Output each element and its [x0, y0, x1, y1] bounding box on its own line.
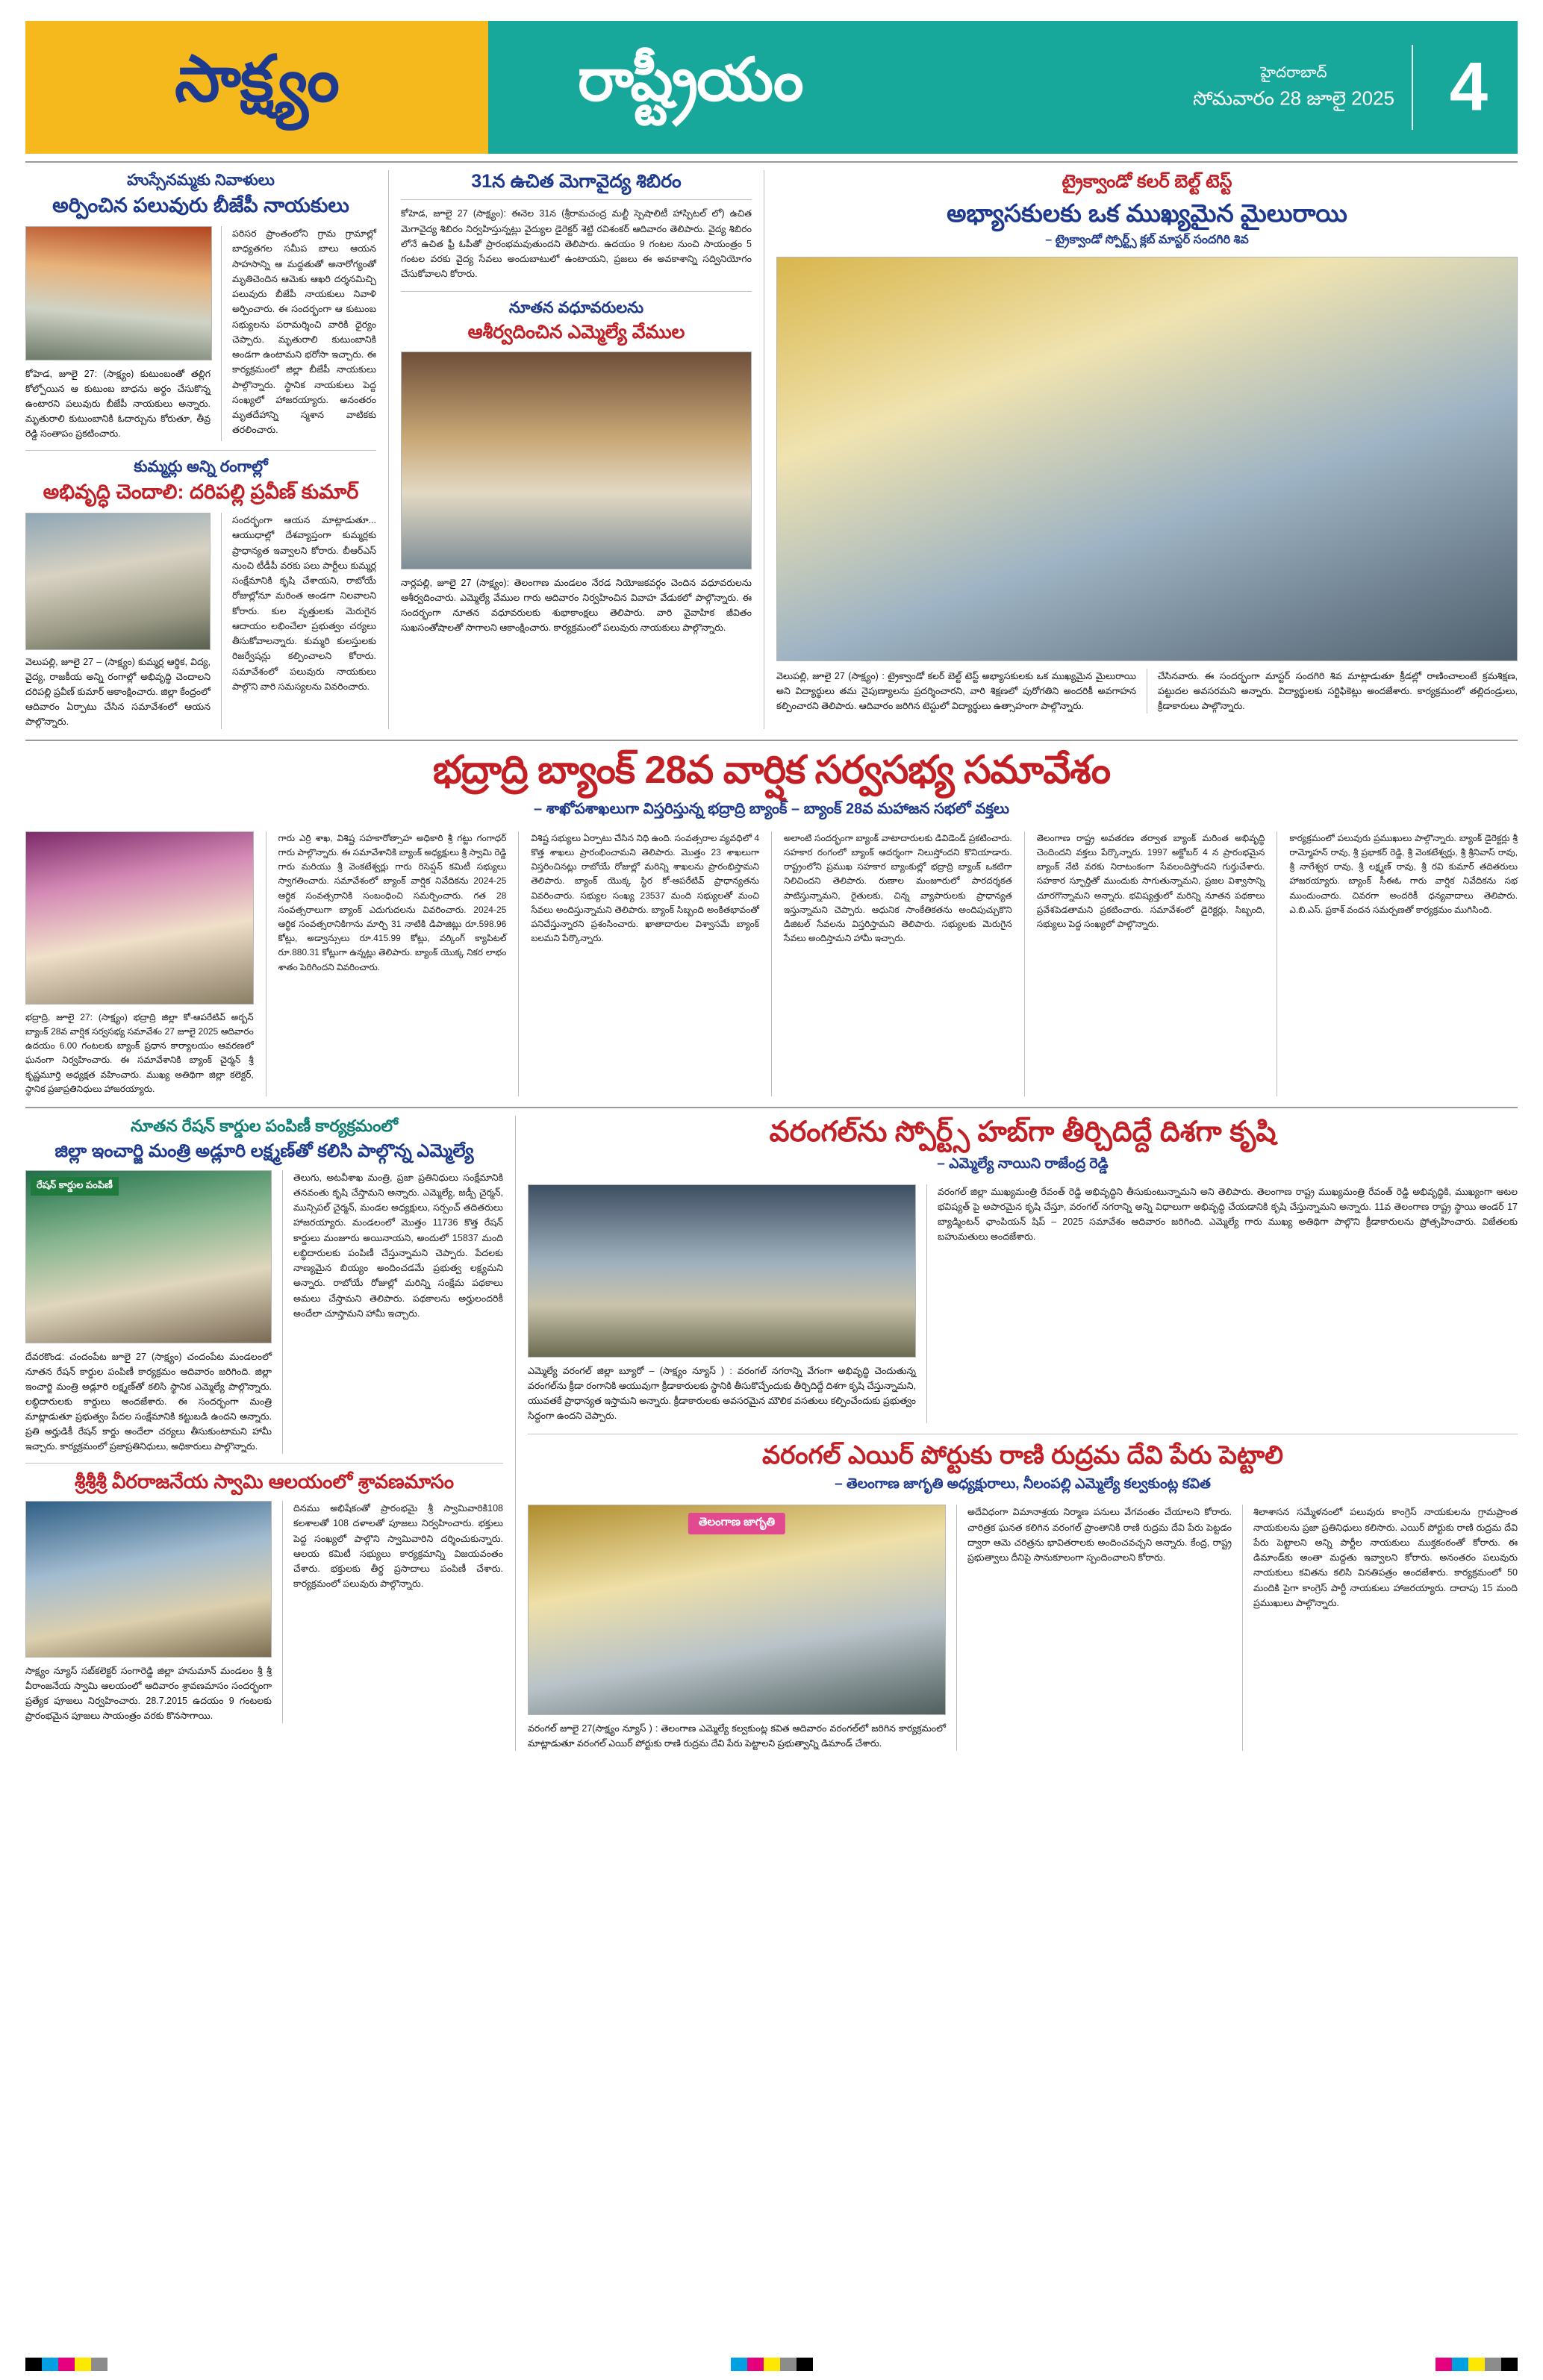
bank-subhead: – శాఖోపశాఖలుగా విస్తరిస్తున్న భద్రాద్రి బ్యాంక్ – బ్యాంక్ 28వ మహాజన సభలో వక్తలు — [533, 800, 1010, 817]
column-rule — [771, 831, 772, 1096]
rule-story3-story4 — [401, 291, 752, 292]
column-rule — [282, 1170, 283, 1454]
ration-photo-banner: రేషన్ కార్డుల పంపిణీ — [31, 1177, 119, 1196]
ration-photo — [25, 1170, 272, 1343]
colorbar-group-right — [1436, 2358, 1518, 2371]
edition-city: హైదరాబాద్ — [1260, 64, 1327, 81]
rule-lower-left — [25, 1463, 503, 1464]
color-swatch — [1452, 2358, 1468, 2371]
bank-section — [25, 749, 1518, 1096]
section-rule — [515, 1116, 516, 1751]
sports-headline: వరంగల్‌ను స్పోర్ట్స్ హబ్‌గా తీర్చిదిద్దే దిశగా కృషి — [769, 1116, 1277, 1149]
bank-col-4-text: తెలంగాణ రాష్ట్ర అవతరణ తర్వాత బ్యాంక్ మరింత అభివృద్ధి చెందిందని వక్తలు పేర్కొన్నారు. 1997 అక్టోబర్ 4 న ప్రారంభమైన బ్యాంక్ నేటి వరకు నిరాటంకంగా సేవలందిస్తోందని గుర్తుచేశారు. సహకార స్ఫూర్తితో ముందుకు సాగుతున్నామని, ప్రజల విశ్వాసాన్ని చూరగొన్నామని అన్నారు. భవిష్యత్తులో మరిన్ని నూతన పథకాలు ప్రవేశపెడతామని ప్రకటించారు. సమావేశంలో డైరెక్టర్లు, సిబ్బంది, సభ్యులు పెద్ద సంఖ్యలో పాల్గొన్నారు. — [1036, 832, 1265, 930]
column-rule — [221, 226, 222, 441]
column-rule — [221, 513, 222, 729]
story5-headline: అభ్యాసకులకు ఒక ముఖ్యమైన మైలురాయి — [947, 199, 1347, 228]
bank-col-4 — [1037, 831, 1265, 1096]
story4-kicker: నూతన వధూవరులను — [508, 299, 644, 316]
edition-date: సోమవారం 28 జూలై 2025 — [1192, 87, 1394, 110]
colorbar-group-center — [731, 2358, 813, 2371]
bank-col-5 — [1289, 831, 1518, 1096]
color-swatch — [42, 2358, 58, 2371]
story4-photo — [401, 352, 752, 569]
color-swatch — [1468, 2358, 1485, 2371]
column-rule — [1024, 831, 1025, 1096]
top-column-right — [776, 170, 1518, 729]
top-column-middle — [401, 170, 752, 729]
color-swatch — [764, 2358, 780, 2371]
bank-headline: భద్రాద్రి బ్యాంక్ 28వ వార్షిక సర్వసభ్య సమావేశం — [432, 749, 1111, 793]
section-rule — [388, 170, 389, 729]
bank-col-3-text: అలాంటి సందర్భంగా బ్యాంక్ వాటాదారులకు డివిడెండ్ ప్రకటించారు. సహకార రంగంలో బ్యాంక్ ఆదర్శంగా నిలుస్తోందని కొనియాడారు. రాష్ట్రంలోని ప్రముఖ సహకార బ్యాంకుల్లో భద్రాద్రి బ్యాంక్ ఒకటిగా నిలిచిందని తెలిపారు. రుణాల మంజూరులో పారదర్శకత పాటిస్తున్నామని, రైతులకు, చిన్న వ్యాపారులకు ప్రాధాన్యత ఇస్తున్నామని చెప్పారు. ఆధునిక సాంకేతికతను అందిపుచ్చుకొని డిజిటల్ సేవలను విస్తరిస్తామని తెలిపారు. సభ్యులకు మెరుగైన సేవలు అందిస్తామని హామీ ఇచ్చారు. — [784, 832, 1012, 944]
color-swatch — [747, 2358, 764, 2371]
color-swatch — [731, 2358, 747, 2371]
top-section — [25, 170, 1518, 729]
bank-col-3 — [784, 831, 1012, 1096]
sports-col2: వరంగల్ జిల్లా ముఖ్యమంత్రి రేవంత్ రెడ్డి అభివృద్ధిని తీసుకుంటున్నామని అని తెలిపారు. తెలంగాణ రాష్ట్ర ముఖ్యమంత్రి రేవంత్ రెడ్డి అభివృద్ధికి, ముఖ్యంగా ఆటల భవిష్యత్ పై అపారమైన కృషి చేస్తూ, వరంగల్ నగరాన్ని అన్ని విధాలుగా అభివృద్ధి చేయడానికి కృషి చేస్తున్నామని అన్నారు. 11వ తెలంగాణ రాష్ట్ర స్థాయి అండర్ 17 బ్యాడ్మింటన్ ఛాంపియన్ షిప్ – 2025 సమావేశం ఆదివారం జరిగింది. ఎమ్మెల్యే గారు ముఖ్య అతిథిగా పాల్గొని క్రీడాకారులను ప్రోత్సహించారు. విజేతలకు బహుమతులు అందజేశారు. — [938, 1186, 1518, 1243]
story1-headline: అర్పించిన పలువురు బీజేపీ నాయకులు — [52, 194, 349, 217]
rule-above-bank-section — [25, 740, 1518, 741]
story1-caption: కోహెడ, జూలై 27: (సాక్ష్యం) కుటుంబంతో తల్లిగ కోల్పోయిన ఆ కుటుంబ బాధను అర్థం చేసుకొన్న ఉంటారని పలువురు బీజేపీ నాయకులు అన్నారు. మృతురాలి కుటుంబానికి ఓదార్పును కోరుతూ, తీవ్ర రెడ్డి సంతాపం ప్రకటించారు. — [25, 369, 211, 440]
temple-caption: సాక్ష్యం న్యూస్ సబ్‌కలెక్టర్ సంగారెడ్డి జిల్లా హనుమాన్ మండలం శ్రీ శ్రీ వీరాంజనేయ స్వామి ఆలయంలో ఆదివారం శ్రావణమాసం సందర్భంగా ప్రత్యేక పూజలు నిర్వహించారు. 28.7.2015 ఉదయం 9 గంటలకు ప్రారంభమైన పూజలు సాయంత్రం వరకు కొనసాగాయి. — [25, 1666, 272, 1722]
story5-caption-left: వెలుపల్లి, జూలై 27 (సాక్ష్యం) : ట్రైక్వాండో కలర్ బెల్ట్ టెస్ట్ అభ్యాసకులకు ఒక ముఖ్యమైన మైలురాయి అని విద్యార్థులు తమ నైపుణ్యాలను ప్రదర్శించారని, వారి శిక్షణలో పురోగతిని అందరికీ అవగాహన కల్పించారని తెలిపారు. ఆదివారం జరిగిన టెస్టులో విద్యార్థులు ఉత్సాహంగా పాల్గొన్నారు. — [776, 671, 1136, 712]
color-swatch — [797, 2358, 813, 2371]
color-swatch — [1485, 2358, 1501, 2371]
lower-section — [25, 1116, 1518, 1751]
temple-headline: శ్రీశ్రీశ్రీ వీరరాజనేయ స్వామి ఆలయంలో శ్రావణమాసం — [74, 1469, 455, 1493]
rule-under-masthead — [25, 161, 1518, 163]
story5-kicker: ట్రైక్వాండో కలర్ బెల్ట్ టెస్ట్ — [1062, 172, 1232, 192]
bank-col-1-text: గారు ఎర్రి శాఖ, విశిష్ట సహకారోత్సాహ అధికారి శ్రీ గట్టు గంగాధర్ గారు పాల్గొన్నారు. ఈ సమావేశానికి బ్యాంక్ అధ్యక్షులు శ్రీ స్వామి రెడ్డి గారు మరియు శ్రీ వెంకటేశ్వర్లు గారు రిసెప్షన్ కమిటీ సభ్యులు స్వాగతించారు. సమావేశంలో బ్యాంక్ వార్షిక నివేదికను 2024-25 ఆర్థిక సంవత్సరానికి సంబంధించి సమర్పించారు. గత 28 సంవత్సరాలుగా బ్యాంక్ ఎదుగుదలను వివరించారు. 2024-25 ఆర్థిక సంవత్సరానికిగాను మార్చి 31 నాటికి డిపాజిట్లు రూ.598.96 కోట్లు, అడ్వాన్సులు రూ.415.99 కోట్లు, వర్కింగ్ క్యాపిటల్ రూ.880.31 కోట్లుగా ఉన్నట్లు తెలిపారు. బ్యాంక్ యొక్క నికర లాభం శాతం పెరిగిందని వివరించారు. — [278, 832, 507, 972]
color-swatch — [25, 2358, 42, 2371]
color-swatch — [58, 2358, 75, 2371]
column-rule — [518, 831, 519, 1096]
story2-body: సందర్భంగా ఆయన మాట్లాడుతూ... ఆయుధాల్లో దేశవ్యాప్తంగా కుమ్మర్లకు ప్రాధాన్యత ఇవ్వాలని కోరారు. బీఆర్ఎస్ నుంచి టీడీపీ వరకు పలు పార్టీలు కుమ్మర్ల సంక్షేమానికి కృషి చేశాయని, రాబోయే రోజుల్లోనూ మరింత అండగా నిలవాలని కోరారు. కుల వృత్తులకు మెరుగైన ఆదాయం లభించేలా ప్రభుత్వం చర్యలు తీసుకోవాలన్నారు. కుమ్మరి కులస్తులకు రిజర్వేషన్లు కల్పించాలని కోరారు. సమావేశంలో పలువురు నాయకులు పాల్గొని వారి సమస్యలను వివరించారు. — [232, 515, 376, 692]
bank-caption: భద్రాద్రి, జూలై 27: (సాక్ష్యం) భద్రాద్రి జిల్లా కో-ఆపరేటివ్ అర్బన్ బ్యాంక్ 28వ వార్షిక సర్వసభ్య సమావేశం 27 జూలై 2025 ఆదివారం ఉదయం 6.00 గంటలకు బ్యాంక్ ప్రధాన కార్యాలయం ఆవరణలో ఘనంగా నిర్వహించారు. ఈ సమావేశానికి బ్యాంక్ చైర్మన్ శ్రీ కృష్ణమూర్తి అధ్యక్షత వహించారు. ముఖ్య అతిథిగా జిల్లా కలెక్టర్, స్థానిక ప్రజాప్రతినిధులు హాజరయ్యారు. — [25, 1011, 254, 1094]
story1-body: పరిసర ప్రాంతంలోని గ్రామ గ్రామాల్లో బాధ్యతగల సమీప బాలు ఆయన సాహసాన్ని ఆ మద్దతుతో అనారోగ్యంతో మృతిచెందిన ఆమెకు ఆఖరి దర్శనమిచ్చి పలువురు బీజేపీ నాయకులు నివాళి అర్పించారు. ఈ సందర్భంగా ఆ కుటుంబ సభ్యులను పరామర్శించి వారికి ధైర్యం చెప్పారు. మృతురాలి కుటుంబానికి అండగా ఉంటామని భరోసా ఇచ్చారు. ఈ కార్యక్రమంలో జిల్లా బీజేపీ నాయకులు పాల్గొన్నారు. స్థానిక నాయకులు పెద్ద సంఖ్యలో హాజరయ్యారు. అనంతరం మృతదేహాన్ని స్మశాన వాటికకు తరలించారు. — [232, 228, 376, 436]
column-rule — [956, 1505, 957, 1751]
colorbar-group-left — [25, 2358, 107, 2371]
story5-caption-right: చేసినవారు. ఈ సందర్భంగా మాస్టర్ సందగిరి శివ మాట్లాడుతూ క్రీడల్లో రాణించాలంటే క్రమశిక్షణ, పట్టుదల అవసరమని అన్నారు. విద్యార్థులకు సర్టిఫికెట్లు అందజేశారు. కార్యక్రమంలో తల్లిదండ్రులు, క్రీడాకారులు పాల్గొన్నారు. — [1158, 671, 1518, 712]
lower-right-column — [528, 1116, 1518, 1751]
color-swatch — [91, 2358, 107, 2371]
column-rule — [282, 1501, 283, 1723]
ration-kicker: నూతన రేషన్ కార్డుల పంపిణీ కార్యక్రమంలో — [130, 1116, 398, 1136]
column-rule — [1242, 1505, 1243, 1751]
story5-subhead: – ట్రైక్వాండో స్పోర్ట్స్ క్లబ్ మాస్టర్ సందగిరి శివ — [1045, 234, 1249, 247]
bank-photo — [25, 831, 254, 1005]
temple-photo — [25, 1501, 272, 1658]
airport-photo — [528, 1505, 946, 1715]
sports-photo — [528, 1184, 916, 1358]
airport-photo-banner: తెలంగాణ జాగృతి — [688, 1513, 785, 1534]
masthead-title-block — [488, 21, 1518, 154]
story3-headline: 31న ఉచిత మెగావైద్య శిబిరం — [471, 171, 682, 192]
sports-subhead: – ఎమ్మెల్యే నాయిని రాజేంద్ర రెడ్డి — [937, 1155, 1109, 1172]
lower-left-column — [25, 1116, 503, 1751]
ration-headline: జిల్లా ఇంచార్జి మంత్రి అడ్లూరి లక్ష్మణ్‌తో కలిసి పాల్గొన్న ఎమ్మెల్యే — [54, 1140, 474, 1161]
section-title: రాష్ట్రీయం — [578, 46, 802, 113]
bank-col-5-text: కార్యక్రమంలో పలువురు ప్రముఖులు పాల్గొన్నారు. బ్యాంక్ డైరెక్టర్లు శ్రీ రామ్మోహన్ రావు, శ్రీ ప్రభాకర్ రెడ్డి, శ్రీ వెంకటేశ్వర్లు, శ్రీ శ్రీనివాస్ రావు, శ్రీ నాగేశ్వర రావు, శ్రీ లక్ష్మణ్ రావు, శ్రీ రవి కుమార్ తదితరులు హాజరయ్యారు. బ్యాంక్ సీఈఓ గారు వార్షిక నివేదికను సభ ముందుంచారు. చివరగా అందరికీ ధన్యవాదాలు తెలిపారు. ఎ.బి.ఎస్. ప్రకాశ్ వందన సమర్పణతో కార్యక్రమం ముగిసింది. — [1289, 832, 1518, 915]
page-number: 4 — [1449, 49, 1488, 125]
story2-headline: అభివృద్ధి చెందాలి: దరిపల్లి ప్రవీణ్ కుమార్ — [43, 481, 359, 504]
airport-headline: వరంగల్ ఎయిర్ పోర్టుకు రాణి రుద్రమ దేవి పేరు పెట్టాలి — [761, 1440, 1284, 1469]
masthead-divider — [1412, 45, 1413, 130]
colorbar-spacer — [813, 2358, 1436, 2371]
story5-photo — [776, 257, 1518, 661]
color-registration-bar — [25, 2358, 1518, 2371]
sports-caption: ఎమ్మెల్యే వరంగల్ జిల్లా బ్యూరో – (సాక్ష్యం న్యూస్ ) : వరంగల్ నగరాన్ని వేగంగా అభివృద్ధి చెందుతున్న వరంగల్‌ను క్రీడా రంగానికి ఆయువుగా క్రీడాకారులకు స్థానికి తీసుకొచ్చేందుకు తీర్చిదిద్దే దిశగా కృషి చేస్తున్నామని, యువతకే ప్రాధాన్యత ఇస్తామని అన్నారు. క్రీడాకారులకు అవసరమైన మౌలిక వసతులు కల్పించేందుకు ప్రభుత్వం సిద్ధంగా ఉందని చెప్పారు. — [528, 1365, 916, 1421]
bank-col-1 — [278, 831, 507, 1096]
rule-story1-story2 — [25, 450, 376, 451]
story1-kicker: హుస్సేనమ్మకు నివాళులు — [127, 172, 275, 189]
airport-subhead: – తెలంగాణ జాగృతి అధ్యక్షురాలు, నీలంపల్లి ఎమ్మెల్యే కల్వకుంట్ల కవిత — [835, 1476, 1211, 1493]
bank-columns — [25, 831, 1518, 1096]
publication-logo: సాక్ష్యం — [175, 43, 339, 115]
airport-caption: వరంగల్ జూలై 27(సాక్ష్యం న్యూస్ ) : తెలంగాణ ఎమ్మెల్యే కల్వకుంట్ల కవిత ఆదివారం వరంగల్‌లో జరిగిన కార్యక్రమంలో మాట్లాడుతూ వరంగల్ ఎయిర్ పోర్టుకు రాణి రుద్రమ దేవి పేరు పెట్టాలని ప్రభుత్వాన్ని డిమాండ్ చేశారు. — [528, 1723, 946, 1749]
story1-photo — [25, 226, 212, 360]
story4-headline: ఆశీర్వదించిన ఎమ్మెల్యే వేముల — [467, 321, 685, 343]
bank-photo-column — [25, 831, 254, 1096]
story2-photo — [25, 513, 211, 650]
masthead-logo-block — [25, 21, 488, 154]
masthead-meta — [1193, 62, 1394, 113]
rule-under-story3-headline — [401, 199, 752, 200]
masthead — [25, 21, 1518, 154]
column-rule — [926, 1184, 927, 1423]
ration-col2: తెలుగు, అటవీశాఖ మంత్రి, ప్రజా ప్రతినిధులు సంక్షేమానికి తనవంతు కృషి చేస్తామని అన్నారు. ఎమ్మెల్యే, జడ్పీ చైర్మన్, మున్సిపల్ చైర్మన్, మండల అధ్యక్షులు, సర్పంచ్ తదితరులు హాజరయ్యారు. మండలంలో మొత్తం 11736 కొత్త రేషన్ కార్డులు మంజూరు అయినాయని, అందులో 15837 మంది లబ్ధిదారులకు పంపిణీ చేస్తున్నామని చెప్పారు. పేదలకు నాణ్యమైన బియ్యం అందించడమే ప్రభుత్వ లక్ష్యమని అన్నారు. రాబోయే రోజుల్లో మరిన్ని సంక్షేమ పథకాలు అమలు చేస్తామని తెలిపారు. పథకాలను అర్హులందరికీ అందేలా చూస్తామని హామీ ఇచ్చారు. — [293, 1172, 503, 1319]
ration-caption: దేవరకొండ: చందంపేట జూలై 27 (సాక్ష్యం) చందంపేట మండలంలో నూతన రేషన్ కార్డుల పంపిణీ కార్యక్రమం ఆదివారం జరిగింది. జిల్లా ఇంచార్జి మంత్రి అడ్లూరి లక్ష్మణ్‌తో కలిసి స్థానిక ఎమ్మెల్యే పాల్గొన్నారు. లబ్ధిదారులకు కార్డులు అందజేశారు. ఈ సందర్భంగా మంత్రి మాట్లాడుతూ ప్రభుత్వం పేదల సంక్షేమానికి కట్టుబడి ఉందని అన్నారు. ప్రతి అర్హుడికీ రేషన్ కార్డు అందేలా చర్యలు తీసుకుంటామని హామీ ఇచ్చారు. కార్యక్రమంలో ప్రజాప్రతినిధులు, అధికారులు పాల్గొన్నారు. — [25, 1351, 272, 1452]
temple-col2: దినము అభిషేకంతో ప్రారంభమై శ్రీ స్వామివారికి108 కలశాలతో 108 దళాలతో పూజలు నిర్వహించారు. భక్తులు పెద్ద సంఖ్యలో పాల్గొని స్వామివారిని దర్శించుకున్నారు. ఆలయ కమిటీ సభ్యులు కార్యక్రమాన్ని విజయవంతం చేశారు. భక్తులకు తీర్థ ప్రసాదాలు పంపిణీ చేశారు. కార్యక్రమంలో పలువురు పాల్గొన్నారు. — [293, 1503, 503, 1590]
color-swatch — [1501, 2358, 1518, 2371]
colorbar-spacer — [107, 2358, 731, 2371]
airport-col2: అదేవిధంగా విమానాశ్రయ నిర్మాణ పనులు వేగవంతం చేయాలని కోరారు. చారిత్రక ఘనత కలిగిన వరంగల్ ప్రాంతానికి రాణి రుద్రమ దేవి పేరు పెట్టడం ద్వారా ఆమె చరిత్రను భావితరాలకు అందించవచ్చని అన్నారు. కేంద్ర, రాష్ట్ర ప్రభుత్వాలు దీనిపై సానుకూలంగా స్పందించాలని కోరారు. — [967, 1507, 1232, 1564]
story2-kicker: కుమ్మర్లు అన్ని రంగాల్లో — [134, 458, 268, 476]
top-column-left — [25, 170, 376, 729]
color-swatch — [780, 2358, 797, 2371]
story2-caption: వెలుపల్లి, జూలై 27 – (సాక్ష్యం) కుమ్మర్ల ఆర్థిక, విద్య, వైద్య, రాజకీయ అన్ని రంగాల్లో అభివృద్ధి చెందాలని దరిపల్లి ప్రవీణ్ కుమార్ ఆకాంక్షించారు. జిల్లా కేంద్రంలో ఆదివారం ఏర్పాటు చేసిన సమావేశంలో ఆయన పాల్గొన్నారు. — [25, 657, 211, 728]
story3-body: కోహెడ, జూలై 27 (సాక్ష్యం): ఈనెల 31న (శ్రీరామచంద్ర మల్టీ స్పెషాలిటీ హాస్పిటల్ లో) ఉచిత మెగావైద్య శిబిరం నిర్వహిస్తున్నట్లు వైద్యుల డైరెక్టర్ శెట్టి రవిశంకర్ ఆదివారం తెలిపారు. వైద్య శిబిరం లోనే ఉచిత ఫ్రీ ఓపీతో ప్రారంభమవుతుందని తెలిపారు. ఉదయం 9 గంటల నుంచి సాయంత్రం 5 గంటల వరకు వైద్య సేవలు అందుబాటులో ఉంటాయని, ప్రజలు ఈ అవకాశాన్ని సద్వినియోగం చేసుకోవాలని కోరారు. — [401, 208, 752, 280]
bank-col-2 — [531, 831, 759, 1096]
airport-col3: శిలాశాసన సమ్మేళనంలో పలువురు కాంగ్రెస్ నాయకులను గ్రామప్రాంత నాయకులను ప్రజా ప్రతినిధులు కలిసారు. ఎయిర్ పోర్టుకు రాణి రుద్రమ దేవి పేరు పెట్టాలని అన్ని పార్టీల నాయకులు ముక్తకంఠంతో కోరారు. ఈ డిమాండ్‌కు అంతా మద్దతు ఇవ్వాలని కోరారు. అనంతరం పలువురు నాయకులు కవితను కలిసి వినతిపత్రం అందజేశారు. కార్యక్రమంలో 50 మందికి పైగా కాంగ్రెస్ పార్టీ నాయకులు హాజరయ్యారు. దాదాపు 15 మంది ప్రముఖులు పాల్గొన్నారు. — [1253, 1507, 1518, 1608]
rule-above-lower-section — [25, 1107, 1518, 1108]
color-swatch — [75, 2358, 91, 2371]
story4-caption: నార్లపల్లి, జూలై 27 (సాక్ష్యం): తెలంగాణ మండలం నేరడ నియోజకవర్గం చెందిన వధూవరులను ఆశీర్వదించారు. ఎమ్మెల్యే వేముల గారు ఆదివారం నిర్వహించిన వివాహ వేడుకలో పాల్గొన్నారు. ఈ సందర్భంగా నూతన వధూవరులకు శుభాకాంక్షలు తెలిపారు. వారి వైవాహిక జీవితం సుఖసంతోషాలతో సాగాలని ఆకాంక్షించారు. కార్యక్రమంలో పలువురు నాయకులు పాల్గొన్నారు. — [401, 578, 752, 634]
color-swatch — [1436, 2358, 1452, 2371]
bank-col-2-text: విశిష్ట సభ్యులు ఏర్పాటు చేసిన నిధి ఉంది. సంవత్సరాల వ్యవధిలో 4 కొత్త శాఖలు ప్రారంభించామని తెలిపారు. మొత్తం 23 శాఖలుగా విస్తరించినట్లు రాబోయే రోజుల్లో మరిన్ని శాఖలను ప్రారంభిస్తామని తెలిపారు. బ్యాంక్ యొక్క స్థిర కో-ఆపరేటివ్ ప్రాధాన్యతను వివరించారు. సభ్యుల సంఖ్య 23537 మంది సభ్యులతో మంచి సేవలు అందిస్తున్నామని తెలిపారు. బ్యాంక్ సిబ్బంది అంకితభావంతో పనిచేస్తున్నారని ప్రశంసించారు. ఖాతాదారుల విశ్వాసమే బ్యాంక్ బలమని పేర్కొన్నారు. — [531, 832, 760, 944]
